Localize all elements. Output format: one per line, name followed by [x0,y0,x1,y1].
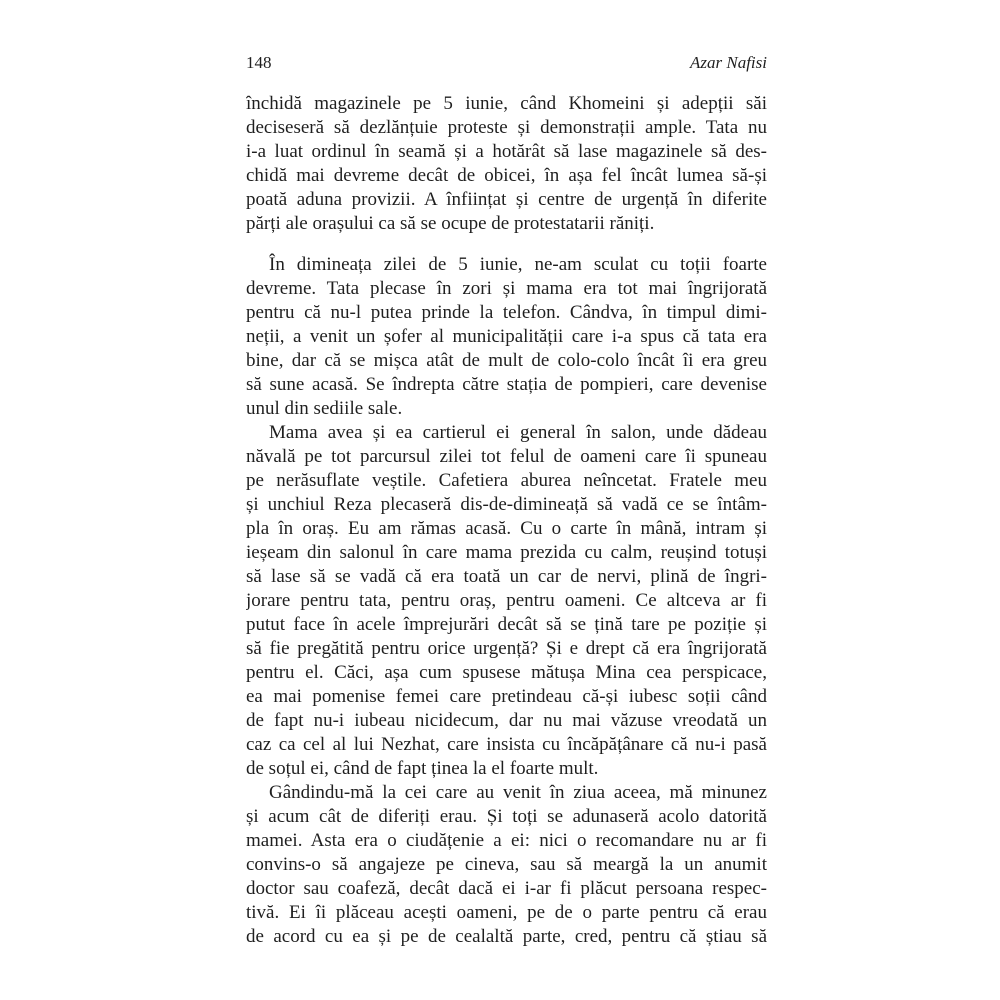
text-line: de fapt nu-i iubeau nicidecum, dar nu mai văzuse vreodată un [246,710,767,731]
text-line: și acum cât de diferiți erau. Și toți se adunaseră acolo datorită [246,806,767,827]
paragraph [246,92,767,236]
text-line: chidă mai devreme decât de obicei, în așa fel încât lumea să-și [246,165,767,186]
text-line: convins-o să angajeze pe cineva, sau să meargă la un anumit [246,854,767,875]
text-line: neții, a venit un șofer al municipalității care i-a spus că tata era [246,326,767,347]
text-line: devreme. Tata plecase în zori și mama era tot mai îngrijorată [246,278,767,299]
text-line: În dimineața zilei de 5 iunie, ne-am sculat cu toții foarte [269,254,767,275]
text-line: jorare pentru tata, pentru oraș, pentru oameni. Ce altceva ar fi [246,590,767,611]
text-line: închidă magazinele pe 5 iunie, când Khomeini și adepții săi [246,93,767,114]
running-head-author: Azar Nafisi [690,53,767,72]
text-line: doctor sau coafeză, decât dacă ei i-ar fi plăcut persoana respec- [246,878,767,899]
text-line: de soțul ei, când de fapt ținea la el foarte mult. [246,758,599,779]
text-line: pentru el. Căci, așa cum spusese mătușa Mina cea perspicace, [246,662,767,683]
paragraph [246,253,767,421]
text-line: tivă. Ei îi plăceau acești oameni, pe de o parte pentru că erau [246,902,767,923]
text-line: Gândindu-mă la cei care au venit în ziua aceea, mă minunez [269,782,767,803]
text-line: să fie pregătită pentru orice urgență? Și e drept că era îngrijorată [246,638,767,659]
text-line: bine, dar că se mișca atât de mult de colo-colo încât îi era greu [246,350,767,371]
text-line: unul din sediile sale. [246,398,403,419]
text-line: pla în oraș. Eu am rămas acasă. Cu o carte în mână, intram și [246,518,767,539]
paragraph [246,421,767,781]
text-line: ea mai pomenise femei care pretindeau că-și iubesc soții când [246,686,767,707]
text-line: i-a luat ordinul în seamă și a hotărât să lase magazinele să des- [246,141,767,162]
text-line: și unchiul Reza plecaseră dis-de-dimineață să vadă ce se întâm- [246,494,767,515]
text-line: să lase să se vadă că era toată un car de nervi, plină de îngri- [246,566,767,587]
text-block [246,92,767,949]
text-line: pentru că nu-l putea prinde la telefon. Cândva, în timpul dimi- [246,302,767,323]
text-line: deciseseră să dezlănțuie proteste și demonstrații ample. Tata nu [246,117,767,138]
text-line: Mama avea și ea cartierul ei general în salon, unde dădeau [269,422,767,443]
text-line: poată aduna provizii. A înființat și centre de urgență în diferite [246,189,767,210]
text-line: să sune acasă. Se îndrepta către stația de pompieri, care devenise [246,374,767,395]
text-line: ieșeam din salonul în care mama prezida cu calm, reușind totuși [246,542,767,563]
text-line: mamei. Asta era o ciudățenie a ei: nici o recomandare nu ar fi [246,830,767,851]
text-line: părți ale orașului ca să se ocupe de protestatarii răniți. [246,213,655,234]
text-line: de acord cu ea și pe de cealaltă parte, cred, pentru că știau să [246,926,767,947]
text-line: năvală pe tot parcursul zilei tot felul de oameni care îi spuneau [246,446,767,467]
text-line: putut face în acele împrejurări decât să se țină tare pe poziție și [246,614,767,635]
text-line: caz ca cel al lui Nezhat, care insista cu încăpățânare că nu-i pasă [246,734,767,755]
page-header [246,53,767,73]
text-line: pe nerăsuflate veștile. Cafetiera aburea neîncetat. Fratele meu [246,470,767,491]
paragraph [246,781,767,949]
page-number: 148 [246,53,272,72]
